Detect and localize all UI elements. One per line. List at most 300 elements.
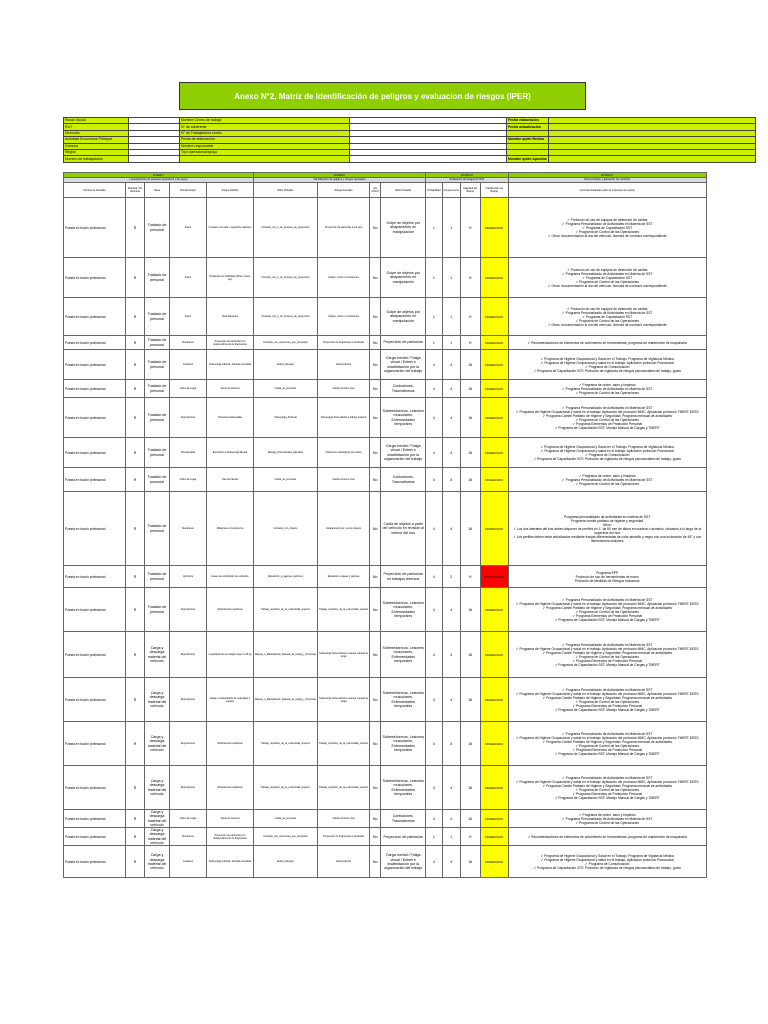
info-label: Nombre responsable <box>180 143 350 149</box>
probable-damage-cell: Carga mental / Fatiga visual / Estrés e insatisfacción por la organización del trabajo <box>381 438 426 468</box>
control-item: ✓ Programa de Higiene Ocupacional y salud en el trabajo: Aplicación del protocolo MMC, Aplicación protocolo TMERT-EESS <box>515 779 699 784</box>
associated-risk-cell: Proyección de partículas a los ojos <box>317 198 369 258</box>
hazard-family-cell: Químicos <box>170 566 207 588</box>
table-row <box>64 468 707 492</box>
probability-cell: 4 <box>426 632 442 678</box>
risk-factor-cell: Contacto_con_o_de_ferrosos_de_proyección <box>254 198 318 258</box>
magnitude-cell: 16 <box>460 722 480 766</box>
task-cell: Traslado de personal <box>145 350 170 380</box>
associated-risk-cell: Estrés laboral <box>317 846 369 878</box>
table-row <box>64 588 707 632</box>
associated-risk-cell: Trastornos psicológicos por estrés <box>317 438 369 468</box>
risk-level-badge: MODERADO <box>480 380 508 398</box>
activity-cell: Puesta en buzón profesional <box>64 468 126 492</box>
hazard-cell: Máquinas en movimiento <box>207 492 254 566</box>
control-item: ✓ Programa de Capacitación SST: Manejo Manual de Cargas y TMERT <box>554 795 660 800</box>
routine-cell: R <box>126 828 145 846</box>
activity-cell: Puesta en buzón profesional <box>64 810 126 828</box>
control-item: Programa personalizado de actividades en materia de SST <box>564 514 651 519</box>
probability-cell: 4 <box>426 350 442 380</box>
routine-cell: R <box>126 350 145 380</box>
probability-cell: 4 <box>426 588 442 632</box>
control-item: ✓ Programa Elementos de Protección Personal <box>572 791 643 796</box>
control-item: ✓ Programa Elementos de Protección Personal <box>572 421 643 426</box>
hazard-family-cell: Orden de Lugar <box>170 380 207 398</box>
control-item: Otros: <box>602 522 612 527</box>
probable-damage-cell: Carga mental / Fatiga visual / Estrés e insatisfacción por la organización del trabajo <box>381 846 426 878</box>
column-header: Daño Probable <box>254 183 318 198</box>
controls-cell <box>508 336 706 350</box>
risk-level-badge: MODERADO <box>480 350 508 380</box>
probable-damage-cell: Carga mental / Fatiga visual / Estrés e insatisfacción por la organización del trabajo <box>381 350 426 380</box>
control-item: ✓ Programa de Capacitación SST: Manejo Manual de Cargas y TMERT <box>554 425 660 430</box>
probability-cell: 4 <box>426 810 442 828</box>
hazard-family-cell: Locativos <box>170 350 207 380</box>
table-row <box>64 438 707 468</box>
associated-risk-cell: Sobrecarga física debido a manejo manual de carga <box>317 632 369 678</box>
magnitude-cell: H <box>460 198 480 258</box>
control-item: ✓ Programa de Capacitación SST: Manejo Manual de Cargas y TMERT <box>554 662 660 667</box>
hazard-family-cell: Ergonómicos <box>170 588 207 632</box>
control-item: ✓ Programa de Capacitación SST: Protocolo de vigilancia de riesgos psicosociales del trabajo, guías <box>533 865 681 870</box>
hazard-cell: Levantamiento de cargas mayor a 25 kg <box>207 632 254 678</box>
associated-risk-cell: Proyección de fragmentos o partículas <box>317 336 369 350</box>
hazard-cell: Contacto con calor o superficie calientes <box>207 198 254 258</box>
magnitude-cell: 16 <box>460 468 480 492</box>
probable-damage-cell: Contusiones, Traumatismos <box>381 380 426 398</box>
risk-factor-cell: Trabajo_repetitivo_de_la_extremidad_superior <box>254 588 318 632</box>
control-item: ✓ Programa Personalizado de Actividades en Materia de SST <box>561 271 653 276</box>
critical-cell: No <box>370 566 381 588</box>
consequence-cell: 1 <box>442 258 460 298</box>
column-header: ¿Es crítico? <box>370 183 381 198</box>
control-item: ✓ Programa de Higiene Ocupacional y salud en el trabajo: Aplicación del protocolo MMC, Aplicación protocolo TMERT-EESS <box>515 646 699 651</box>
control-item: ✓ Programa Elementos de Protección Personal <box>572 747 643 752</box>
column-header: Daño Probable <box>381 183 426 198</box>
routine-cell: R <box>126 468 145 492</box>
control-item: ✓ Programa de Control de las Operaciones <box>575 743 639 748</box>
task-cell: Carga y descarga material del vehículo <box>145 632 170 678</box>
risk-level-badge: MODERADO <box>480 468 508 492</box>
task-cell: Traslado de personal <box>145 258 170 298</box>
magnitude-cell: H <box>460 566 480 588</box>
hazard-family-cell: Psicosociales <box>170 438 207 468</box>
associated-risk-cell: Sobrecarga física debido a manejo manual de carga <box>317 678 369 722</box>
task-cell: Carga y descarga material del vehículo <box>145 846 170 878</box>
magnitude-cell: 16 <box>460 492 480 566</box>
risk-level-badge: MODERADO <box>480 588 508 632</box>
control-item: ✓ Programa de Control de las Operaciones <box>575 390 639 395</box>
routine-cell: R <box>126 380 145 398</box>
critical-cell: No <box>370 766 381 810</box>
probability-cell: 4 <box>426 468 442 492</box>
control-item: ✓ Programa de Control de las Operaciones <box>575 481 639 486</box>
stage-3-sub: Evaluación de riesgos de SST <box>426 178 508 183</box>
risk-factor-cell: Sobrecarga_Postural <box>254 398 318 438</box>
control-item: ✓ Protocolo de uso de equipos de detención de caídas <box>566 267 648 272</box>
hazard-family-cell: Orden de Lugar <box>170 810 207 828</box>
column-header: Peligro (GEMA) <box>207 183 254 198</box>
info-value <box>129 156 180 162</box>
control-item: ✓ Otros: documentación al día del vehículo, licencia de conducir correspondiente <box>547 233 667 238</box>
critical-cell: No <box>370 632 381 678</box>
table-row <box>64 846 707 878</box>
routine-cell: R <box>126 258 145 298</box>
critical-cell: No <box>370 810 381 828</box>
controls-cell <box>508 846 706 878</box>
hazard-cell: Posturas inadecuadas <box>207 398 254 438</box>
magnitude-cell: H <box>460 298 480 336</box>
risk-factor-cell: Manejo_o_Manipulación_Manual_de_Carga_y_Personas <box>254 678 318 722</box>
control-item: ✓ Programa de Capacitación SST: Protocolo de vigilancia de riesgos psicosociales del trabajo, guías <box>533 456 681 461</box>
magnitude-cell: 16 <box>460 846 480 878</box>
associated-risk-cell: Caída al mismo nivel <box>317 468 369 492</box>
control-item: ✓ Programa de Higiene Ocupacional y salud en el trabajo: Aplicación protocolo Psicosocial <box>540 360 674 365</box>
activity-cell: Puesta en buzón profesional <box>64 380 126 398</box>
control-item: ✓ Programa Personalizado de Actividades en Materia de SST <box>561 687 653 692</box>
associated-risk-cell: Atrapamiento por o entre objetos <box>317 492 369 566</box>
info-label: Fecha actualización <box>507 124 549 130</box>
controls-cell <box>508 766 706 810</box>
task-cell: Traslado de personal <box>145 438 170 468</box>
stage-2: ETAPA II <box>254 173 426 178</box>
control-item: ✓ Programa Elementos de Protección Personal <box>572 703 643 708</box>
controls-cell <box>508 380 706 398</box>
info-label: Comuna <box>64 143 129 149</box>
task-cell: Carga y descarga material del vehículo <box>145 828 170 846</box>
control-item: ✓ Protocolo de uso de equipos de detención de caídas <box>566 217 648 222</box>
hazard-family-cell: Ergonómicos <box>170 766 207 810</box>
control-item: ✓ Programa de Control de las Operaciones <box>575 699 639 704</box>
magnitude-cell: H <box>460 258 480 298</box>
task-cell: Carga y descarga material del vehículo <box>145 766 170 810</box>
control-item: ✓ Programa de Control de las Operaciones <box>575 820 639 825</box>
consequence-cell: 4 <box>442 350 460 380</box>
control-item: ✓ Programa de Control de las Operaciones <box>575 654 639 659</box>
control-item: ✓ Programa de Capacitación SST <box>582 314 633 319</box>
controls-cell <box>508 438 706 468</box>
consequence-cell: 4 <box>442 468 460 492</box>
control-item: ✓ Los perfiles deben estar señalizados mediante franjas diferenciadas de color amarillo y negro con una inclinación de 45° y con dimensiones similares <box>513 534 702 543</box>
controls-cell <box>508 258 706 298</box>
risk-level-badge: MODERADO <box>480 258 508 298</box>
control-item: ✓ Programa Personalizado de Actividades en Materia de SST <box>561 597 653 602</box>
probability-cell: 4 <box>426 722 442 766</box>
control-item: ✓ Recomendaciones de elementos de cubrimiento en herramientas, programa de mantención de maquinaria <box>527 340 687 345</box>
critical-cell: No <box>370 258 381 298</box>
routine-cell: R <box>126 588 145 632</box>
associated-risk-cell: Caída al mismo nivel <box>317 810 369 828</box>
risk-level-badge: MODERADO <box>480 336 508 350</box>
critical-cell: No <box>370 198 381 258</box>
consequence-cell: 1 <box>442 298 460 336</box>
control-item: ✓ Programa de Capacitación SST: Manejo Manual de Cargas y TMERT <box>554 707 660 712</box>
associated-risk-cell: Trabajo_repetitivo_de_la_extremidad_superior <box>317 722 369 766</box>
hazard-cell: Gases de combustión de vehículos <box>207 566 254 588</box>
hazard-family-cell: Ergonómicos <box>170 632 207 678</box>
hazard-family-cell: Mecánicos <box>170 336 207 350</box>
risk-factor-cell: Contacto_con_elementos_que_proyectan <box>254 828 318 846</box>
table-row <box>64 566 707 588</box>
critical-cell: No <box>370 438 381 468</box>
info-label: Número de trabajadores <box>64 156 129 162</box>
probable-damage-cell: Sobreesfuerzos, Lesiones musculares, Enfermedades temporales <box>381 766 426 810</box>
activity-cell: Puesta en buzón profesional <box>64 492 126 566</box>
consequence-cell: 1 <box>442 198 460 258</box>
info-label: Nombre quién Revisa <box>507 137 549 143</box>
magnitude-cell: 16 <box>460 810 480 828</box>
risk-level-badge: MODERADO <box>480 438 508 468</box>
control-item: ✓ Programa de Control de las Operaciones <box>575 318 639 323</box>
iper-matrix-table <box>63 172 707 878</box>
routine-cell: R <box>126 566 145 588</box>
associated-risk-cell: Golpes, cortes o contusiones <box>317 258 369 298</box>
risk-level-badge: MODERADO <box>480 828 508 846</box>
control-item: ✓ Los dos laterales del bus deben disponer de perfiles en 'L' de 50 mm de altura en madera o aluminio, ubicados a lo largo de la superficie del bus <box>513 526 702 535</box>
risk-level-badge: MODERADO <box>480 198 508 258</box>
consequence-cell: 4 <box>442 380 460 398</box>
risk-factor-cell: Caída_de_personas <box>254 810 318 828</box>
controls-cell <box>508 398 706 438</box>
risk-level-badge: MODERADO <box>480 766 508 810</box>
critical-cell: No <box>370 336 381 350</box>
controls-cell <box>508 632 706 678</box>
critical-cell: No <box>370 468 381 492</box>
associated-risk-cell: Exposición a gases y vapores <box>317 566 369 588</box>
magnitude-cell: 16 <box>460 438 480 468</box>
table-row <box>64 766 707 810</box>
risk-level-badge: IMPORTANTE <box>480 566 508 588</box>
hazard-cell: Suelo en desnivel <box>207 380 254 398</box>
hazard-cell: Ruta Mecánica <box>207 298 254 336</box>
associated-risk-cell: Sobrecarga física debido a trabajo postural <box>317 398 369 438</box>
risk-factor-cell: Contacto_con_elementos_que_proyectan <box>254 336 318 350</box>
table-row <box>64 298 707 336</box>
routine-cell: R <box>126 398 145 438</box>
critical-cell: No <box>370 350 381 380</box>
control-item: ✓ Programa de Higiene Ocupacional y Salud en el Trabajo: Programa de Vigilancia Médica <box>540 444 674 449</box>
consequence-cell: 4 <box>442 632 460 678</box>
stage-1: ETAPA I <box>64 173 254 178</box>
controls-cell <box>508 828 706 846</box>
probable-damage-cell: Proyección de partículas <box>381 336 426 350</box>
control-item: ✓ Programa de Capacitación SST <box>582 225 633 230</box>
probable-damage-cell: Golpe de objetos por atrapamiento en manipulación <box>381 298 426 336</box>
hazard-cell: Proyección de partículas con desprendimiento de fragmentos <box>207 828 254 846</box>
control-item: ✓ Programa Personalizado de Actividades en Materia de SST <box>561 731 653 736</box>
control-item: ✓ Programa de Comunicación <box>584 861 630 866</box>
stage-3: ETAPA III <box>426 173 508 178</box>
probable-damage-cell: Proyección de partículas <box>381 828 426 846</box>
task-cell: Carga y descarga material del vehículo <box>145 810 170 828</box>
header-info-table <box>63 117 756 163</box>
stage-2-sub: Identificación de peligros y riesgos asociados <box>254 178 426 183</box>
hazard-family-cell: Mecánicos <box>170 828 207 846</box>
routine-cell: R <box>126 846 145 878</box>
control-item: ✓ Protocolo de uso de equipos de detención de caídas <box>566 306 648 311</box>
hazard-cell: Suelo en desnivel <box>207 810 254 828</box>
probable-damage-cell: Contusiones, Traumatismos <box>381 468 426 492</box>
consequence-cell: 1 <box>442 336 460 350</box>
controls-cell <box>508 566 706 588</box>
column-header: Tarea <box>145 183 170 198</box>
probability-cell: 4 <box>426 766 442 810</box>
risk-factor-cell: Contacto_con_o_de_ferrosos_de_proyección <box>254 298 318 336</box>
probability-cell: 4 <box>426 566 442 588</box>
control-item: ✓ Programa de Higiene Ocupacional y salud en el trabajo: Aplicación del protocolo MMC, Aplicación protocolo TMERT-EESS <box>515 691 699 696</box>
critical-cell: No <box>370 380 381 398</box>
control-item: ✓ Programa de Capacitación SST: Manejo Manual de Cargas y TMERT <box>554 617 660 622</box>
risk-factor-cell: Estrés_Riesgos <box>254 350 318 380</box>
controls-cell <box>508 350 706 380</box>
consequence-cell: 4 <box>442 438 460 468</box>
controls-cell <box>508 298 706 336</box>
probable-damage-cell: Sobreesfuerzos, Lesiones musculares, Enfermedades temporales <box>381 632 426 678</box>
table-row <box>64 398 707 438</box>
probability-cell: 1 <box>426 336 442 350</box>
magnitude-cell: 16 <box>460 380 480 398</box>
probable-damage-cell: Contusiones, Traumatismos <box>381 810 426 828</box>
activity-cell: Puesta en buzón profesional <box>64 398 126 438</box>
risk-level-badge: MODERADO <box>480 846 508 878</box>
control-item: ✓ Programa de Higiene Ocupacional y Salud en el Trabajo: Programa de Vigilancia Médica <box>540 356 674 361</box>
control-item: ✓ Programa Personalizado de Actividades en Materia de SST <box>561 477 653 482</box>
control-item: ✓ Programa Personalizado de Actividades en Materia de SST <box>561 642 653 647</box>
control-item: ✓ Programa Personalizado de Actividades en Materia de SST <box>561 386 653 391</box>
document-title: Anexo N°2, Matriz de Identificación de peligros y evaluacion de riesgos (IPER) <box>179 82 586 110</box>
routine-cell: R <box>126 438 145 468</box>
associated-risk-cell: Caída al mismo nivel <box>317 380 369 398</box>
associated-risk-cell: Estrés laboral <box>317 350 369 380</box>
hazard-family-cell: Orden de Lugar <box>170 468 207 492</box>
control-item: ✓ Programa Comité Paritario de Higiene y Seguridad: Programa mensual de actividades <box>542 605 672 610</box>
consequence-cell: 4 <box>442 492 460 566</box>
hazard-family-cell: Físico <box>170 258 207 298</box>
info-label: RUT <box>64 124 129 130</box>
info-label: Actividad Económica Principal <box>64 137 129 143</box>
controls-cell <box>508 810 706 828</box>
hazard-cell: Carga o manipulación de materiales o equipos <box>207 678 254 722</box>
probability-cell: 4 <box>426 678 442 722</box>
control-item: ✓ Programa de Control de las Operaciones <box>575 417 639 422</box>
activity-cell: Puesta en buzón profesional <box>64 566 126 588</box>
risk-level-badge: MODERADO <box>480 398 508 438</box>
magnitude-cell: 16 <box>460 678 480 722</box>
control-item: Programa EPP <box>596 570 619 575</box>
magnitude-cell: 16 <box>460 588 480 632</box>
probability-cell: 1 <box>426 828 442 846</box>
control-item: ✓ Programa Elementos de Protección Personal <box>572 613 643 618</box>
control-item: Protocolo de Medidas de Riesgos Inclusivos <box>574 578 640 583</box>
table-row <box>64 828 707 846</box>
hazard-family-cell: Mecánicos <box>170 492 207 566</box>
activity-cell: Puesta en buzón profesional <box>64 632 126 678</box>
magnitude-cell: 16 <box>460 398 480 438</box>
task-cell: Traslado de personal <box>145 492 170 566</box>
control-item: ✓ Programa de Capacitación SST: Manejo Manual de Cargas y TMERT <box>554 751 660 756</box>
hazard-cell: Movimientos repetitivos <box>207 766 254 810</box>
routine-cell: R <box>126 492 145 566</box>
probable-damage-cell: Sobreesfuerzos, Lesiones musculares, Enfermedades temporales <box>381 722 426 766</box>
info-label: Dirección <box>64 130 129 136</box>
control-item: ✓ Programa de Comunicación <box>584 364 630 369</box>
routine-cell: R <box>126 632 145 678</box>
activity-cell: Puesta en buzón profesional <box>64 336 126 350</box>
activity-cell: Puesta en buzón profesional <box>64 350 126 380</box>
hazard-cell: Exposición a Sobrecarga Mental <box>207 438 254 468</box>
critical-cell: No <box>370 398 381 438</box>
risk-factor-cell: Contacto_con_objetos <box>254 492 318 566</box>
table-row <box>64 722 707 766</box>
hazard-cell: Vías de tránsito <box>207 468 254 492</box>
control-item: ✓ Programa de orden, aseo y limpieza <box>578 473 636 478</box>
controls-cell <box>508 468 706 492</box>
table-row <box>64 810 707 828</box>
consequence-cell: 1 <box>442 828 460 846</box>
consequence-cell: 4 <box>442 678 460 722</box>
magnitude-cell: 16 <box>460 350 480 380</box>
task-cell: Traslado de personal <box>145 468 170 492</box>
task-cell: Traslado de personal <box>145 198 170 258</box>
info-label: Fecha de elaboración <box>180 137 350 143</box>
control-item: ✓ Programa de Higiene Ocupacional y Salud en el Trabajo: Programa de Vigilancia Médica <box>540 853 674 858</box>
control-item: ✓ Programa de Control de las Operaciones <box>575 609 639 614</box>
activity-cell: Puesta en buzón profesional <box>64 678 126 722</box>
column-header: Rutinaria / No Rutinaria <box>126 183 145 198</box>
hazard-cell: Movimientos repetitivos <box>207 588 254 632</box>
routine-cell: R <box>126 336 145 350</box>
risk-level-badge: MODERADO <box>480 722 508 766</box>
probable-damage-cell: Golpe de objetos por atrapamiento en manipulación <box>381 258 426 298</box>
column-header: Familia Peligro <box>170 183 207 198</box>
controls-cell <box>508 492 706 566</box>
control-item: ✓ Programa de Capacitación SST: Protocolo de vigilancia de riesgos psicosociales del trabajo, guías <box>533 368 681 373</box>
controls-cell <box>508 678 706 722</box>
hazard-family-cell: Físico <box>170 198 207 258</box>
probability-cell: 4 <box>426 380 442 398</box>
probable-damage-cell: Caída de objetos a partir del vehículo en revisión al interior del bus <box>381 492 426 566</box>
info-label: Fecha elaboración <box>507 118 549 124</box>
control-item: ✓ Programa Comité Paritario de Higiene y Seguridad: Programa mensual de actividades <box>542 783 672 788</box>
table-row <box>64 198 707 258</box>
hazard-cell: Problemas de Visibilidad (Polvo, humo, etc) <box>207 258 254 298</box>
magnitude-cell: H <box>460 828 480 846</box>
risk-factor-cell: Riesgos_Psicosociales_laborales <box>254 438 318 468</box>
hazard-family-cell: Físico <box>170 298 207 336</box>
info-label: Tipo operacional/apoyo <box>180 149 350 155</box>
control-item: ✓ Programa de Higiene Ocupacional y salud en el trabajo: Aplicación protocolo Psicosocial <box>540 448 674 453</box>
activity-cell: Puesta en buzón profesional <box>64 828 126 846</box>
routine-cell: R <box>126 722 145 766</box>
info-label: N° de Trabajadores centro <box>180 130 350 136</box>
probable-damage-cell: Sobreesfuerzos, Lesiones musculares, Enfermedades temporales <box>381 398 426 438</box>
task-cell: Traslado de personal <box>145 298 170 336</box>
risk-level-badge: MODERADO <box>480 678 508 722</box>
probable-damage-cell: Sobreesfuerzos, Lesiones musculares, Enfermedades temporales <box>381 588 426 632</box>
risk-factor-cell: Caída_de_personas <box>254 380 318 398</box>
control-item: ✓ Programa de Higiene Ocupacional y salud en el trabajo: Aplicación protocolo Psicosocial <box>540 857 674 862</box>
activity-cell: Puesta en buzón profesional <box>64 198 126 258</box>
probability-cell: 4 <box>426 438 442 468</box>
control-item: Protocolo de uso de herramientas de mano <box>575 574 639 579</box>
risk-factor-cell: Exposición_a_agentes_químicos <box>254 566 318 588</box>
stage-4-sub: Determinación y aplicación de controles <box>508 178 706 183</box>
info-label: Razón Social <box>64 118 129 124</box>
column-header: Riesgo Asociado <box>317 183 369 198</box>
magnitude-cell: H <box>460 336 480 350</box>
consequence-cell: 4 <box>442 722 460 766</box>
info-label: Nombre Centro de trabajo <box>180 118 350 124</box>
